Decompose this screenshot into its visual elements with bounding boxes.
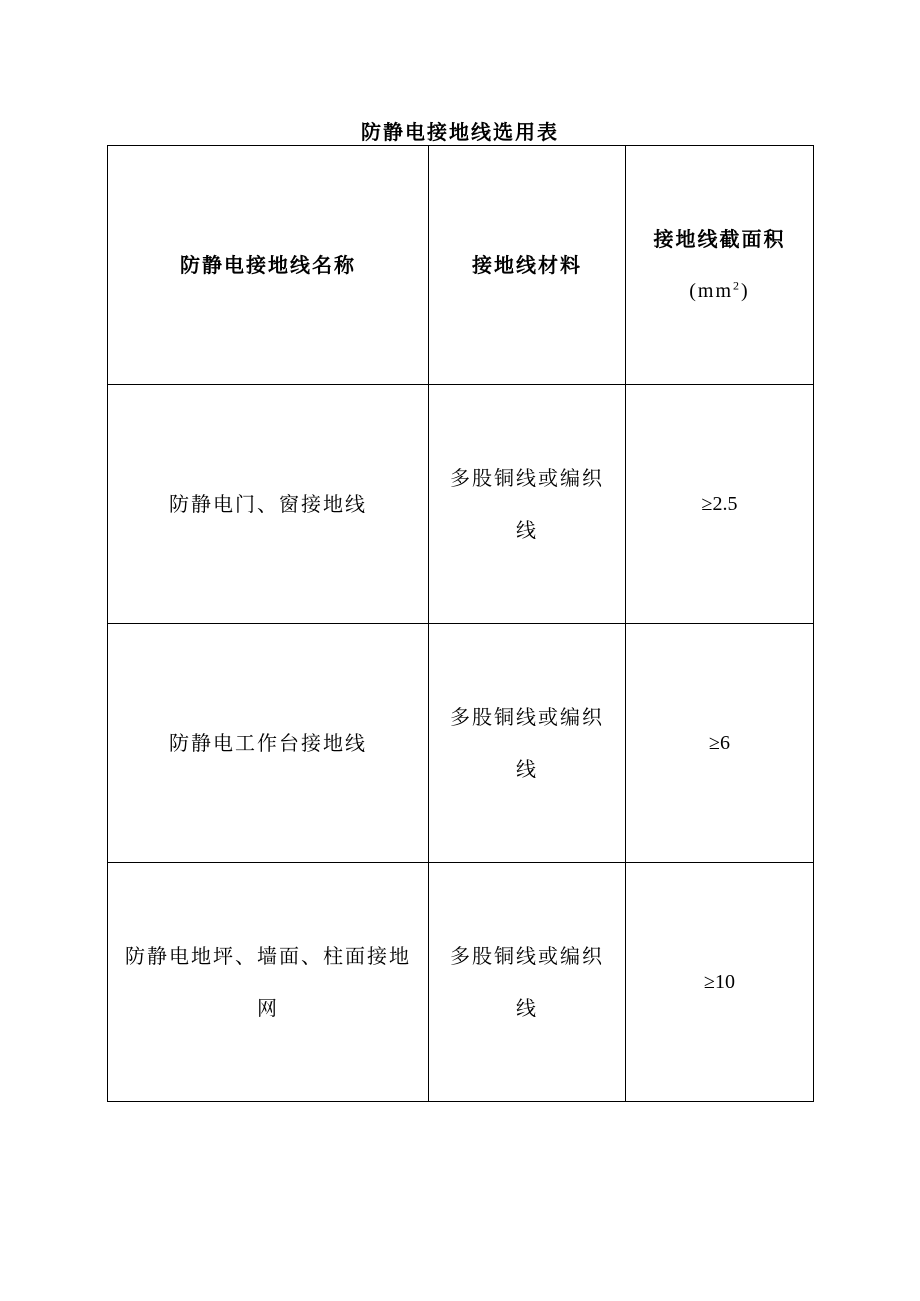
unit-suffix: )	[741, 280, 750, 302]
row-name: 防静电门、窗接地线	[169, 492, 367, 516]
grounding-wire-table	[107, 145, 814, 1102]
row-area-cell	[626, 624, 814, 863]
row-material-cell	[429, 624, 626, 863]
row-material: 多股铜线或编织线	[450, 466, 604, 542]
row-name-cell	[108, 385, 429, 624]
unit-superscript: 2	[733, 278, 742, 293]
header-material-label: 接地线材料	[472, 253, 582, 277]
row-name-cell	[108, 863, 429, 1102]
row-name: 防静电工作台接地线	[169, 731, 367, 755]
row-material: 多股铜线或编织线	[450, 705, 604, 781]
row-area: ≥6	[709, 732, 730, 754]
header-area-cell	[626, 146, 814, 385]
header-material-cell	[429, 146, 626, 385]
row-area-cell	[626, 863, 814, 1102]
table-row	[108, 863, 814, 1102]
header-area-label: 接地线截面积	[653, 227, 786, 251]
table-row	[108, 385, 814, 624]
row-area-cell	[626, 385, 814, 624]
row-name: 防静电地坪、墙面、柱面接地网	[125, 944, 411, 1020]
unit-prefix: (mm	[689, 280, 734, 302]
row-material-cell	[429, 385, 626, 624]
table-row	[108, 624, 814, 863]
header-name-label: 防静电接地线名称	[180, 253, 356, 277]
header-name-cell	[108, 146, 429, 385]
row-material-cell	[429, 863, 626, 1102]
header-area-unit	[634, 265, 805, 317]
row-material: 多股铜线或编织线	[450, 944, 604, 1020]
table-header-row	[108, 146, 814, 385]
row-name-cell	[108, 624, 429, 863]
row-area: ≥10	[704, 971, 735, 993]
row-area: ≥2.5	[701, 493, 738, 515]
page-title: 防静电接地线选用表	[361, 120, 559, 144]
